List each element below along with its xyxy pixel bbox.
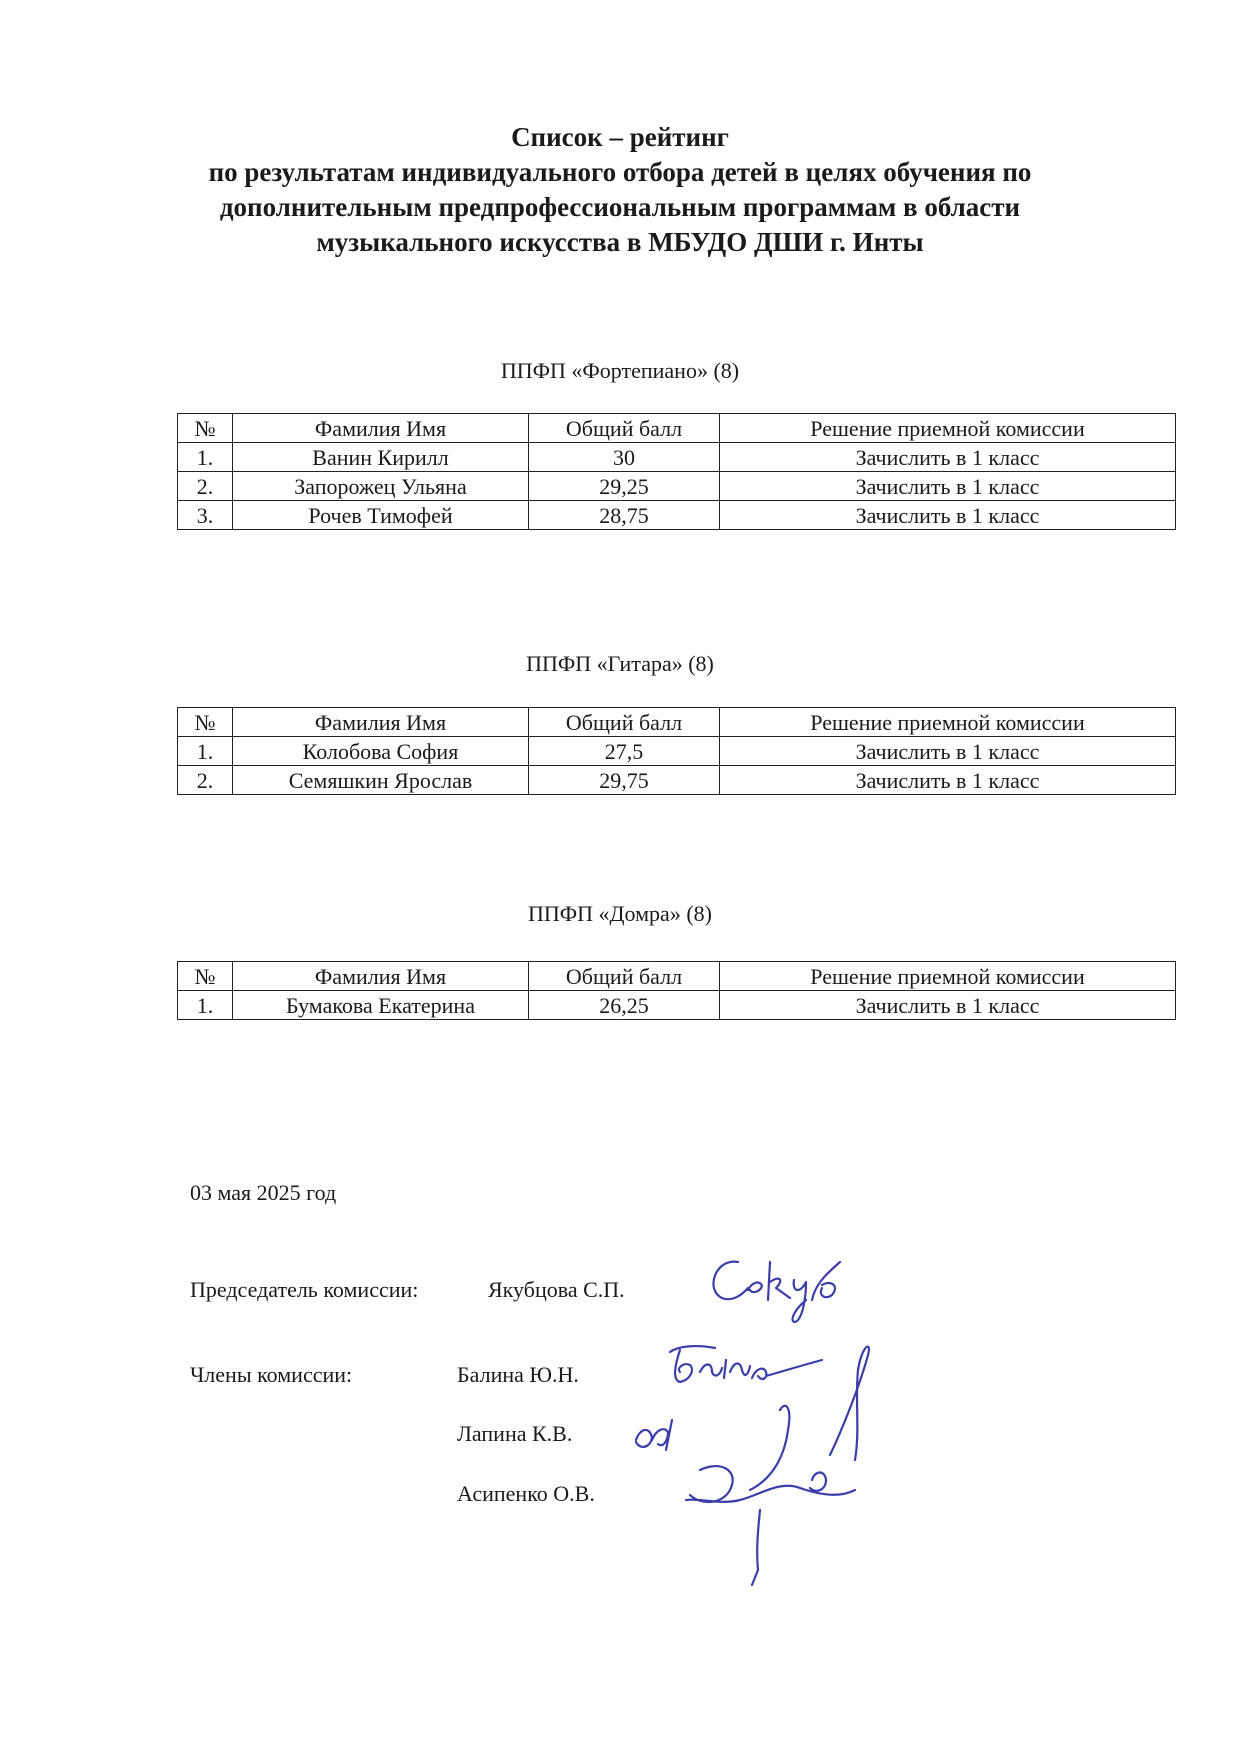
table-row xyxy=(178,737,1176,766)
cell-num: 1. xyxy=(178,737,233,766)
table-header-row xyxy=(178,962,1176,991)
document-date: 03 мая 2025 год xyxy=(190,1180,337,1205)
title-line-3: дополнительным предпрофессиональным программам в области xyxy=(219,192,1021,222)
cell-decision: Зачислить в 1 класс xyxy=(720,737,1176,766)
section-title-guitar: ППФП «Гитара» (8) xyxy=(526,651,714,676)
header-score: Общий балл xyxy=(529,708,720,737)
members-label: Члены комиссии: xyxy=(190,1362,353,1387)
table-row xyxy=(178,443,1176,472)
header-name: Фамилия Имя xyxy=(233,962,529,991)
cell-score: 30 xyxy=(529,443,720,472)
table-header-row xyxy=(178,708,1176,737)
cell-name: Ванин Кирилл xyxy=(233,443,529,472)
rating-table-piano xyxy=(177,413,1176,530)
cell-name: Бумакова Екатерина xyxy=(233,991,529,1020)
title-line-4: музыкального искусства в МБУДО ДШИ г. Инты xyxy=(316,227,924,257)
cell-score: 29,75 xyxy=(529,766,720,795)
chair-name: Якубцова С.П. xyxy=(488,1277,625,1302)
cell-name: Рочев Тимофей xyxy=(233,501,529,530)
header-score: Общий балл xyxy=(529,962,720,991)
header-num: № xyxy=(178,708,233,737)
member-name: Балина Ю.Н. xyxy=(457,1362,579,1387)
cell-decision: Зачислить в 1 класс xyxy=(720,501,1176,530)
header-score: Общий балл xyxy=(529,414,720,443)
cell-name: Запорожец Ульяна xyxy=(233,472,529,501)
cell-decision: Зачислить в 1 класс xyxy=(720,766,1176,795)
cell-score: 26,25 xyxy=(529,991,720,1020)
table-row xyxy=(178,991,1176,1020)
cell-score: 29,25 xyxy=(529,472,720,501)
document-title xyxy=(0,120,1240,260)
cell-score: 28,75 xyxy=(529,501,720,530)
table-header-row xyxy=(178,414,1176,443)
header-name: Фамилия Имя xyxy=(233,414,529,443)
table-row xyxy=(178,472,1176,501)
header-decision: Решение приемной комиссии xyxy=(720,962,1176,991)
title-line-1: Список – рейтинг xyxy=(511,122,729,152)
cell-decision: Зачислить в 1 класс xyxy=(720,991,1176,1020)
cell-num: 3. xyxy=(178,501,233,530)
title-line-2: по результатам индивидуального отбора детей в целях обучения по xyxy=(208,157,1032,187)
member-name: Лапина К.В. xyxy=(457,1421,573,1446)
header-num: № xyxy=(178,962,233,991)
rating-table-guitar xyxy=(177,707,1176,795)
cell-score: 27,5 xyxy=(529,737,720,766)
header-decision: Решение приемной комиссии xyxy=(720,708,1176,737)
cell-decision: Зачислить в 1 класс xyxy=(720,443,1176,472)
cell-num: 1. xyxy=(178,991,233,1020)
cell-num: 2. xyxy=(178,766,233,795)
cell-decision: Зачислить в 1 класс xyxy=(720,472,1176,501)
table-row xyxy=(178,501,1176,530)
section-title-piano: ППФП «Фортепиано» (8) xyxy=(500,358,740,383)
cell-num: 1. xyxy=(178,443,233,472)
member-name: Асипенко О.В. xyxy=(457,1481,595,1506)
section-title-domra: ППФП «Домра» (8) xyxy=(528,901,712,926)
header-num: № xyxy=(178,414,233,443)
chair-label: Председатель комиссии: xyxy=(190,1277,419,1302)
table-row xyxy=(178,766,1176,795)
header-decision: Решение приемной комиссии xyxy=(720,414,1176,443)
cell-name: Семяшкин Ярослав xyxy=(233,766,529,795)
header-name: Фамилия Имя xyxy=(233,708,529,737)
cell-num: 2. xyxy=(178,472,233,501)
cell-name: Колобова София xyxy=(233,737,529,766)
rating-table-domra xyxy=(177,961,1176,1020)
